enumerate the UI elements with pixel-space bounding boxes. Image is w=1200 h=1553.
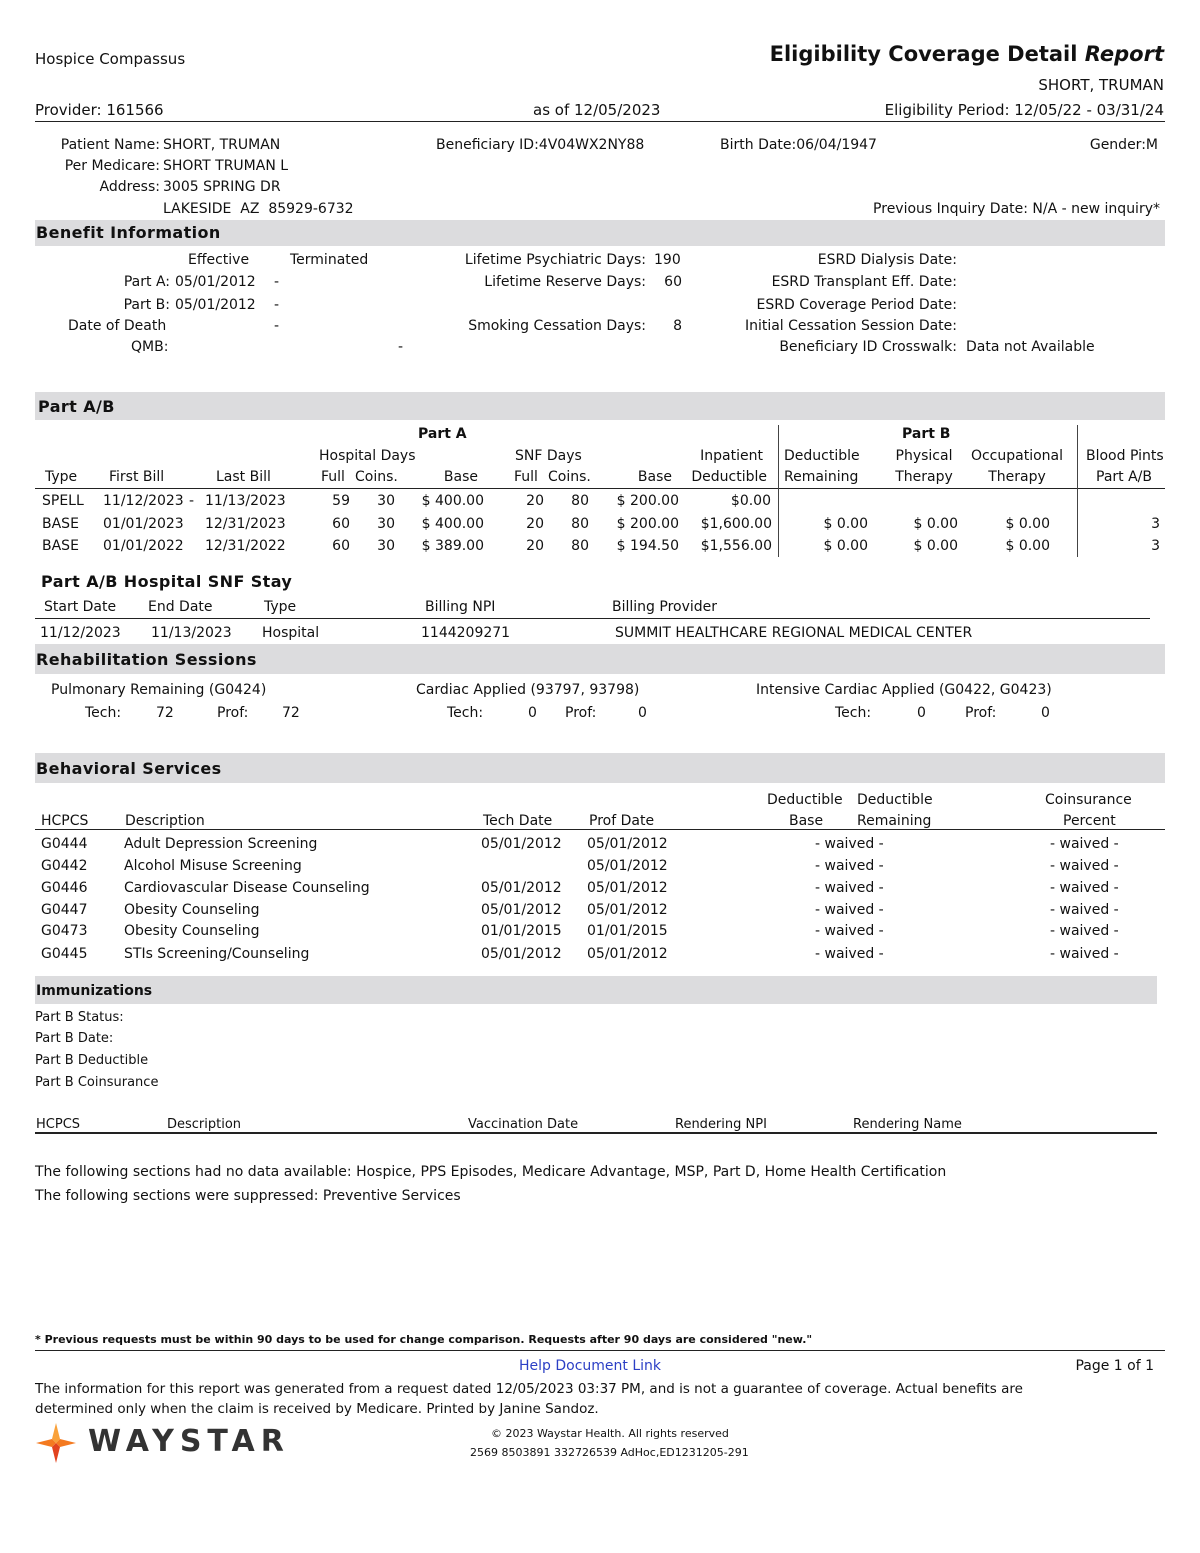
address-line1: 3005 SPRING DR (163, 179, 281, 195)
card-prof-value: 0 (638, 705, 647, 721)
row-full: 59 (332, 493, 350, 509)
beh-hcpcs: G0445 (41, 946, 88, 962)
initial-cessation-label: Initial Cessation Session Date: (744, 318, 957, 334)
no-data-note: The following sections had no data available: Hospice, PPS Episodes, Medicare Advantage, MSP, Part D, Home Health Certification (35, 1164, 947, 1180)
smoking-cessation-value: 8 (673, 318, 682, 334)
beh-col-prof-date: Prof Date (589, 813, 655, 829)
snf-col-type: Type (264, 599, 297, 615)
beh-tech-date: 01/01/2015 (481, 923, 562, 939)
blood-left-divider (1077, 425, 1078, 557)
waystar-star-icon (35, 1422, 77, 1464)
report-title-main: Eligibility Coverage Detail (769, 42, 1085, 66)
waystar-logo-mark (35, 1422, 77, 1464)
lifetime-reserve-value: 60 (664, 274, 682, 290)
row-occupational-therapy: $ 0.00 (1005, 516, 1050, 532)
beh-prof-date: 05/01/2012 (587, 858, 668, 874)
row-coins: 30 (377, 493, 395, 509)
beh-hcpcs: G0444 (41, 836, 88, 852)
snf-type: Hospital (262, 625, 320, 641)
disclaimer-line2: determined only when the claim is received by Medicare. Printed by Janine Sandoz. (35, 1401, 599, 1417)
row-type: BASE (42, 516, 79, 532)
beh-col-description: Description (125, 813, 205, 829)
immunizations-section-title: Immunizations (36, 983, 153, 999)
row-snf-base: $ 200.00 (616, 516, 679, 532)
page-number: Page 1 of 1 (1075, 1358, 1154, 1374)
beh-prof-date: 05/01/2012 (587, 836, 668, 852)
beh-col-tech-date: Tech Date (483, 813, 553, 829)
imm-header-divider (35, 1132, 1157, 1134)
beh-deductible: - waived - (815, 946, 884, 962)
beh-col-remaining: Remaining (857, 813, 932, 829)
part-b-effective: 05/01/2012 (175, 297, 256, 313)
row-last-bill: 12/31/2022 (205, 538, 286, 554)
row-snf-coins: 80 (571, 493, 589, 509)
beh-coinsurance: - waived - (1050, 858, 1119, 874)
row-inpatient-deductible: $0.00 (730, 493, 771, 509)
row-coins: 30 (377, 538, 395, 554)
intensive-cardiac-header: Intensive Cardiac Applied (G0422, G0423) (756, 682, 1052, 698)
physical-header: Physical (895, 448, 953, 464)
beh-col-deductible2: Deductible (857, 792, 933, 808)
as-of-date: as of 12/05/2023 (533, 101, 661, 119)
help-document-link[interactable]: Help Document Link (519, 1358, 662, 1374)
report-title (770, 42, 1164, 66)
waystar-logo-text: WAYSTAR (88, 1424, 290, 1459)
beh-coinsurance: - waived - (1050, 836, 1119, 852)
date-of-death-label: Date of Death (68, 318, 167, 334)
beh-coinsurance: - waived - (1050, 902, 1119, 918)
imm-col-rendering-npi: Rendering NPI (675, 1117, 767, 1132)
birth-date-label: Birth Date: (720, 137, 797, 153)
beh-coinsurance: - waived - (1050, 923, 1119, 939)
beh-tech-date: 05/01/2012 (481, 946, 562, 962)
snf-days-header: SNF Days (515, 448, 582, 464)
gender-label: Gender: (1089, 137, 1146, 153)
immunizations-section-bar (35, 976, 1157, 1004)
org-name: Hospice Compassus (35, 50, 186, 68)
behavioral-section-title: Behavioral Services (36, 759, 222, 778)
disclaimer-line1: The information for this report was generated from a request dated 12/05/2023 03:37 PM, and is not a guarantee of coverage. Actual benefits are (35, 1381, 1023, 1397)
col-snf-coins: Coins. (548, 469, 591, 485)
row-range-dash: - (189, 493, 195, 509)
row-occupational-therapy: $ 0.00 (1005, 538, 1050, 554)
beh-hcpcs: G0442 (41, 858, 88, 874)
pulm-tech-label: Tech: (85, 705, 122, 721)
snf-billing-provider: SUMMIT HEALTHCARE REGIONAL MEDICAL CENTER (615, 625, 973, 641)
beh-prof-date: 05/01/2012 (587, 902, 668, 918)
part-a-header: Part A (418, 426, 467, 442)
beh-coinsurance: - waived - (1050, 880, 1119, 896)
deductible-header: Deductible (784, 448, 860, 464)
imm-part-b-date: Part B Date: (35, 1031, 114, 1046)
col-base: Base (443, 469, 478, 485)
snf-col-provider: Billing Provider (612, 599, 718, 615)
blood-pints-header: Blood Pints (1086, 448, 1164, 464)
beh-deductible: - waived - (815, 858, 884, 874)
beh-deductible: - waived - (815, 923, 884, 939)
esrd-dialysis-label: ESRD Dialysis Date: (817, 252, 957, 268)
address-label: Address: (99, 179, 160, 195)
snf-end-date: 11/13/2023 (151, 625, 232, 641)
occupational-header: Occupational (970, 448, 1064, 464)
inpatient-header: Inpatient (700, 448, 763, 464)
copyright: © 2023 Waystar Health. All rights reserved (491, 1427, 729, 1440)
lifetime-reserve-label: Lifetime Reserve Days: (484, 274, 646, 290)
row-base: $ 389.00 (421, 538, 484, 554)
beh-hcpcs: G0447 (41, 902, 88, 918)
int-prof-value: 0 (1041, 705, 1050, 721)
row-snf-full: 20 (526, 493, 544, 509)
int-tech-label: Tech: (835, 705, 872, 721)
snf-start-date: 11/12/2023 (40, 625, 121, 641)
part-b-terminated: - (274, 297, 280, 313)
row-snf-base: $ 200.00 (616, 493, 679, 509)
row-deductible-remaining: $ 0.00 (823, 516, 868, 532)
row-snf-base: $ 194.50 (616, 538, 679, 554)
part-a-effective: 05/01/2012 (175, 274, 256, 290)
beh-description: Adult Depression Screening (124, 836, 318, 852)
int-prof-label: Prof: (965, 705, 997, 721)
row-base: $ 400.00 (421, 493, 484, 509)
col-inpatient-deductible: Deductible (691, 469, 767, 485)
row-last-bill: 12/31/2023 (205, 516, 286, 532)
esrd-coverage-label: ESRD Coverage Period Date: (756, 297, 957, 313)
benefit-section-title: Benefit Information (36, 223, 221, 242)
row-physical-therapy: $ 0.00 (913, 538, 958, 554)
hospital-days-header: Hospital Days (319, 448, 416, 464)
reference-id: 2569 8503891 332726539 AdHoc,ED1231205-291 (470, 1446, 749, 1459)
beneficiary-id (436, 137, 644, 153)
col-first-bill: First Bill (109, 469, 165, 485)
row-coins: 30 (377, 516, 395, 532)
date-of-death-value: - (274, 318, 280, 334)
imm-part-b-deductible: Part B Deductible (35, 1053, 149, 1068)
crosswalk-label: Beneficiary ID Crosswalk: (779, 339, 957, 355)
qmb-label: QMB: (131, 339, 169, 355)
crosswalk-value: Data not Available (966, 339, 1095, 355)
part-a-terminated: - (274, 274, 280, 290)
beh-header-divider (35, 829, 1165, 830)
suppressed-note: The following sections were suppressed: Preventive Services (35, 1188, 461, 1204)
row-first-bill: 11/12/2023 (103, 493, 184, 509)
report-title-italic: Report (1084, 42, 1164, 66)
provider-id: Provider: 161566 (35, 101, 164, 119)
partab-section-bar (35, 392, 1165, 420)
imm-col-rendering-name: Rendering Name (853, 1117, 962, 1132)
part-b-header: Part B (902, 426, 951, 442)
snf-col-start: Start Date (44, 599, 117, 615)
beh-hcpcs: G0473 (41, 923, 88, 939)
col-coins: Coins. (355, 469, 398, 485)
birth-date (720, 137, 877, 153)
footer-divider (35, 1350, 1165, 1351)
address-line2: LAKESIDE AZ 85929-6732 (163, 201, 354, 217)
imm-col-vaccination-date: Vaccination Date (468, 1117, 579, 1132)
col-last-bill: Last Bill (216, 469, 271, 485)
row-snf-coins: 80 (571, 538, 589, 554)
beh-description: Obesity Counseling (124, 923, 260, 939)
terminated-header: Terminated (290, 252, 369, 268)
beh-description: STIs Screening/Counseling (124, 946, 310, 962)
beh-prof-date: 05/01/2012 (587, 946, 668, 962)
row-base: $ 400.00 (421, 516, 484, 532)
gender-value: M (1145, 137, 1158, 153)
qmb-value: - (398, 339, 404, 355)
card-tech-label: Tech: (447, 705, 484, 721)
pulm-prof-label: Prof: (217, 705, 249, 721)
row-inpatient-deductible: $1,600.00 (700, 516, 772, 532)
row-full: 60 (332, 538, 350, 554)
beh-col-percent: Percent (1063, 813, 1116, 829)
row-snf-full: 20 (526, 516, 544, 532)
beh-description: Obesity Counseling (124, 902, 260, 918)
row-last-bill: 11/13/2023 (205, 493, 286, 509)
part-b-label: Part B: (123, 297, 170, 313)
effective-header: Effective (188, 252, 250, 268)
patient-name: SHORT, TRUMAN (163, 137, 281, 153)
beneficiary-id-value: 4V04WX2NY88 (538, 137, 645, 153)
imm-part-b-coinsurance: Part B Coinsurance (35, 1075, 159, 1090)
col-blood-part-ab: Part A/B (1096, 469, 1152, 485)
col-occupational-therapy: Therapy (988, 469, 1046, 485)
row-first-bill: 01/01/2022 (103, 538, 184, 554)
card-tech-value: 0 (528, 705, 537, 721)
patient-name-label: Patient Name: (60, 137, 160, 153)
beh-description: Cardiovascular Disease Counseling (124, 880, 370, 896)
imm-col-hcpcs: HCPCS (36, 1117, 81, 1132)
beh-coinsurance: - waived - (1050, 946, 1119, 962)
beh-col-deductible1: Deductible (767, 792, 843, 808)
col-remaining: Remaining (784, 469, 859, 485)
imm-part-b-status: Part B Status: (35, 1010, 124, 1025)
pulmonary-header: Pulmonary Remaining (G0424) (51, 682, 267, 698)
col-snf-full: Full (514, 469, 538, 485)
col-snf-base: Base (637, 469, 672, 485)
part-b-left-divider (778, 425, 779, 557)
beh-prof-date: 01/01/2015 (587, 923, 668, 939)
pulm-prof-value: 72 (282, 705, 300, 721)
header-divider (35, 121, 1165, 122)
beh-tech-date: 05/01/2012 (481, 836, 562, 852)
rehab-section-title: Rehabilitation Sessions (36, 650, 257, 669)
per-medicare-name: SHORT TRUMAN L (163, 158, 289, 174)
col-full: Full (321, 469, 345, 485)
col-physical-therapy: Therapy (895, 469, 953, 485)
beh-tech-date: 05/01/2012 (481, 880, 562, 896)
beh-col-base: Base (789, 813, 824, 829)
snf-stay-title: Part A/B Hospital SNF Stay (41, 572, 293, 591)
eligibility-period: Eligibility Period: 12/05/22 - 03/31/24 (884, 101, 1164, 119)
int-tech-value: 0 (917, 705, 926, 721)
lifetime-psych-label: Lifetime Psychiatric Days: (464, 252, 646, 268)
partab-section-title: Part A/B (38, 397, 115, 416)
row-type: BASE (42, 538, 79, 554)
beh-hcpcs: G0446 (41, 880, 88, 896)
beh-prof-date: 05/01/2012 (587, 880, 668, 896)
lifetime-psych-value: 190 (654, 252, 681, 268)
partab-header-divider (35, 488, 1165, 489)
part-a-label: Part A: (123, 274, 170, 290)
row-snf-full: 20 (526, 538, 544, 554)
beneficiary-id-label: Beneficiary ID: (436, 137, 539, 153)
snf-billing-npi: 1144209271 (421, 625, 511, 641)
row-snf-coins: 80 (571, 516, 589, 532)
row-inpatient-deductible: $1,556.00 (700, 538, 772, 554)
row-blood-pints: 3 (1151, 538, 1160, 554)
snf-col-npi: Billing NPI (425, 599, 496, 615)
row-blood-pints: 3 (1151, 516, 1160, 532)
cardiac-header: Cardiac Applied (93797, 93798) (416, 682, 640, 698)
beh-deductible: - waived - (815, 902, 884, 918)
beh-col-coinsurance: Coinsurance (1045, 792, 1132, 808)
beh-deductible: - waived - (815, 880, 884, 896)
col-type: Type (45, 469, 78, 485)
birth-date-value: 06/04/1947 (796, 137, 877, 153)
header-patient-name: SHORT, TRUMAN (1038, 76, 1164, 94)
per-medicare-label: Per Medicare: (64, 158, 160, 174)
card-prof-label: Prof: (565, 705, 597, 721)
beh-deductible: - waived - (815, 836, 884, 852)
row-deductible-remaining: $ 0.00 (823, 538, 868, 554)
beh-tech-date: 05/01/2012 (481, 902, 562, 918)
row-type: SPELL (42, 493, 84, 509)
pulm-tech-value: 72 (156, 705, 174, 721)
gender (1090, 137, 1158, 153)
snf-header-divider (35, 618, 1150, 619)
row-physical-therapy: $ 0.00 (913, 516, 958, 532)
row-first-bill: 01/01/2023 (103, 516, 184, 532)
previous-inquiry-date: Previous Inquiry Date: N/A - new inquiry* (873, 201, 1160, 217)
row-full: 60 (332, 516, 350, 532)
beh-col-hcpcs: HCPCS (41, 813, 89, 829)
imm-col-description: Description (167, 1117, 242, 1132)
beh-description: Alcohol Misuse Screening (124, 858, 302, 874)
esrd-transplant-label: ESRD Transplant Eff. Date: (771, 274, 957, 290)
smoking-cessation-label: Smoking Cessation Days: (468, 318, 646, 334)
footnote: * Previous requests must be within 90 days to be used for change comparison. Requests after 90 days are considered "new." (35, 1333, 813, 1346)
snf-col-end: End Date (148, 599, 213, 615)
